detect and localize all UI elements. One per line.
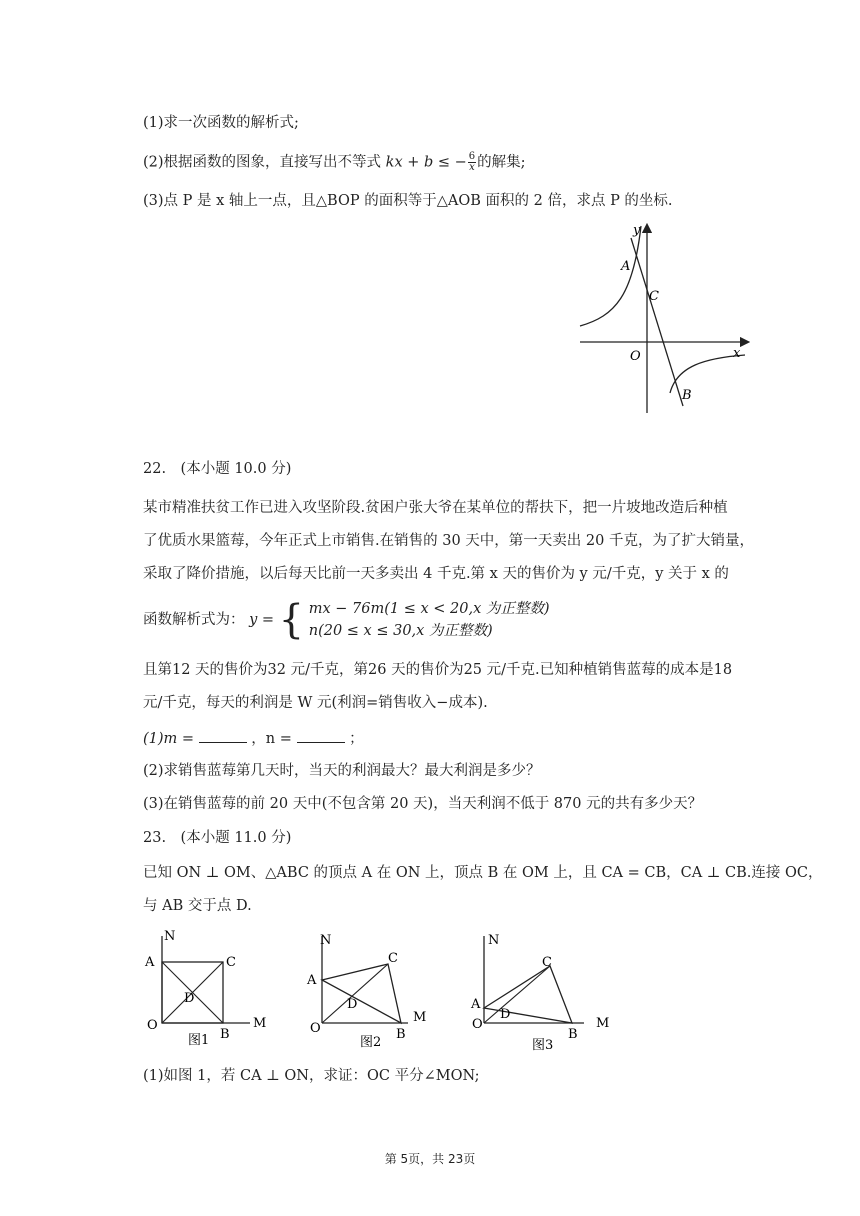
q22-function-y: y = (249, 612, 275, 628)
q22-piecewise-function (143, 598, 550, 642)
q23-part1: (1)如图 1，若 CA ⊥ ON，求证：OC 平分∠MON; (143, 1068, 480, 1084)
fig3-label-M: M (596, 1016, 610, 1031)
q22-text-line2: 了优质水果篮莓，今年正式上市销售.在销售的 30 天中，第一天卖出 20 千克，为了扩大销量， (143, 533, 754, 549)
q21-graph (575, 218, 755, 418)
q22-cases (309, 598, 550, 642)
q22-case2: n(20 ≤ x ≤ 30,x 为正整数) (308, 623, 493, 639)
label-B: B (682, 388, 692, 403)
fig3-label-A: A (471, 997, 481, 1012)
fig1-label-D: D (184, 991, 195, 1006)
fig1-label-N: N (164, 929, 176, 944)
q22-function-prefix: 函数解析式为： (143, 612, 245, 628)
fig2-caption: 图2 (360, 1035, 382, 1050)
figure-3 (462, 928, 622, 1053)
q21-part3: (3)点 P 是 x 轴上一点，且△BOP 的面积等于△AOB 面积的 2 倍，求点 P 的坐标. (143, 193, 673, 209)
fig2-label-N: N (320, 933, 332, 948)
fig2-label-C: C (388, 951, 398, 966)
page-number-footer: 第 5页，共 23页 (384, 1152, 476, 1166)
q22-part1 (143, 728, 364, 749)
q22-part3: (3)在销售蓝莓的前 20 天中(不包含第 20 天)，当天利润不低于 870 元的共有多少天？ (143, 796, 703, 812)
fig2-label-D: D (347, 997, 358, 1012)
fig3-label-D: D (500, 1007, 511, 1022)
q22-part2: (2)求销售蓝莓第几天时，当天的利润最大？最大利润是多少？ (143, 763, 541, 779)
label-A: A (621, 259, 631, 274)
q23-header: 23. (本小题 11.0 分) (143, 830, 292, 846)
fig1-label-A: A (145, 955, 155, 970)
q23-text-line1: 已知 ON ⊥ OM、△ABC 的顶点 A 在 ON 上，顶点 B 在 OM 上，且 CA = CB，CA ⊥ CB.连接 OC， (143, 865, 823, 881)
figure-1 (140, 928, 275, 1053)
q22-text-line5: 且第12 天的售价为32 元/千克，第26 天的售价为25 元/千克.已知种植销售蓝莓的成本是18 (143, 662, 733, 678)
fig1-caption: 图1 (188, 1033, 210, 1048)
q22-part1-end: ； (349, 731, 364, 747)
fig1-label-M: M (253, 1016, 267, 1031)
fig3-label-N: N (488, 933, 500, 948)
linear-function-line (631, 238, 683, 406)
label-O: O (630, 349, 641, 364)
fraction-denominator: x (469, 162, 475, 173)
label-x: x (733, 346, 741, 361)
label-y: y (633, 223, 641, 238)
q21-part2 (143, 152, 526, 173)
fig2-label-O: O (310, 1021, 321, 1036)
fig1-label-O: O (147, 1018, 158, 1033)
q22-n-label: ，n = (251, 731, 292, 747)
q21-part1: (1)求一次函数的解析式; (143, 115, 299, 131)
fig2-label-M: M (413, 1010, 427, 1025)
q21-fraction (468, 152, 476, 173)
fig1-label-B: B (220, 1027, 230, 1042)
fig2-label-A: A (307, 973, 317, 988)
q22-m-label: (1)m = (143, 731, 195, 747)
q23-text-line2: 与 AB 交于点 D. (143, 898, 252, 914)
q22-case1: mx − 76m(1 ≤ x < 20,x 为正整数) (308, 601, 550, 617)
m-answer-blank (199, 728, 247, 743)
fig2-label-B: B (396, 1027, 406, 1042)
fraction-numerator: 6 (468, 151, 476, 162)
q21-part2-tail: 的解集; (477, 154, 526, 171)
q22-text-line1: 某市精准扶贫工作已进入攻坚阶段.贫困户张大爷在某单位的帮扶下，把一片坡地改造后种植 (143, 500, 728, 516)
q22-text-line3: 采取了降价措施，以后每天比前一天多卖出 4 千克.第 x 天的售价为 y 元/千克，y 关于 x 的 (143, 566, 729, 582)
n-answer-blank (297, 728, 345, 743)
q22-text-line6: 元/千克，每天的利润是 W 元(利润=销售收入−成本). (143, 695, 488, 711)
fig3-triangle-ABC (484, 966, 572, 1023)
fig2-triangle-ABC (322, 964, 401, 1023)
fig3-label-O: O (472, 1017, 483, 1032)
fig3-label-B: B (568, 1027, 578, 1042)
left-brace: { (278, 597, 305, 643)
q21-part2-text: (2)根据函数的图象，直接写出不等式 (143, 154, 382, 171)
q21-inequality: kx + b ≤ − (385, 154, 467, 171)
figure-2 (300, 928, 440, 1053)
label-C: C (649, 289, 659, 304)
fig1-label-C: C (226, 955, 236, 970)
q22-header: 22. (本小题 10.0 分) (143, 461, 292, 477)
fig3-segment-OC (484, 966, 550, 1023)
fig2-segment-OC (322, 964, 388, 1023)
fig3-label-C: C (542, 955, 552, 970)
fig3-caption: 图3 (532, 1038, 554, 1053)
